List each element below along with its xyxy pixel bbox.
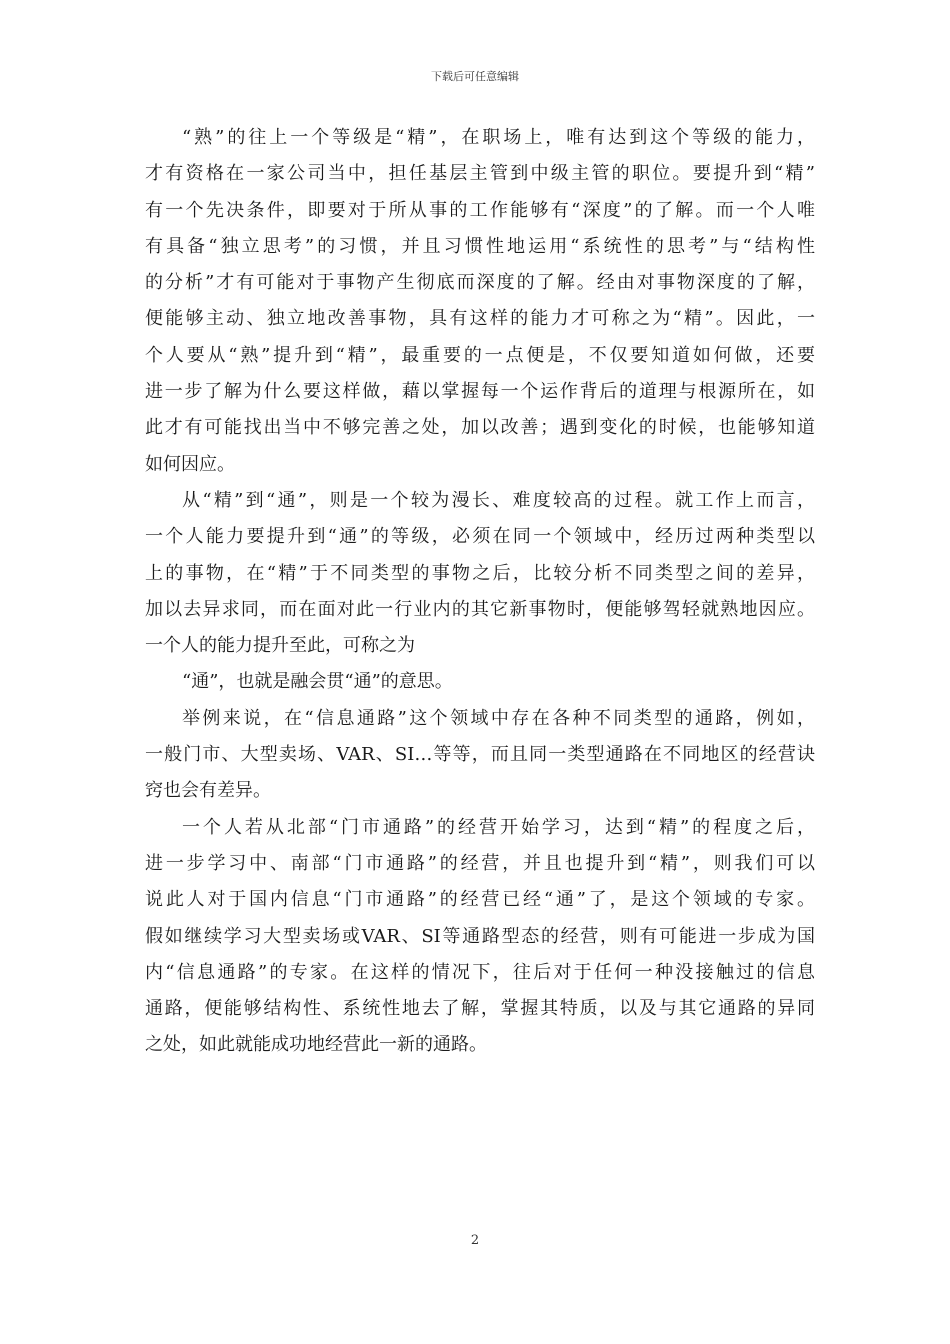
- text-line: “通”，也就是融会贯“通”的意思。: [182, 671, 453, 693]
- text-line: 一个人能力要提升到“通”的等级，必须在同一个领域中，经历过两种类型以: [145, 526, 815, 548]
- text-line: 上的事物，在“精”于不同类型的事物之后，比较分析不同类型之间的差异，: [145, 562, 815, 584]
- text-line: 有一个先决条件，即要对于所从事的工作能够有“深度”的了解。而一个人唯: [145, 199, 815, 221]
- text-line: 此才有可能找出当中不够完善之处，加以改善；遇到变化的时候，也能够知道: [145, 417, 815, 439]
- page-header: 下载后可任意编辑: [431, 70, 519, 83]
- text-line: 才有资格在一家公司当中，担任基层主管到中级主管的职位。要提升到“精”: [145, 163, 815, 185]
- text-line: 从“精”到“通”，则是一个较为漫长、难度较高的过程。就工作上而言，: [182, 489, 815, 511]
- text-line: 加以去异求同，而在面对此一行业内的其它新事物时，便能够驾轻就熟地因应。: [145, 598, 815, 620]
- text-line: 个人要从“熟”提升到“精”，最重要的一点便是，不仅要知道如何做，还要: [145, 344, 815, 366]
- text-line: 通路，便能够结构性、系统性地去了解，掌握其特质，以及与其它通路的异同: [145, 998, 815, 1020]
- page-number: 2: [470, 1233, 480, 1248]
- text-line: 内“信息通路”的专家。在这样的情况下，往后对于任何一种没接触过的信息: [145, 961, 815, 983]
- text-line: 便能够主动、独立地改善事物，具有这样的能力才可称之为“精”。因此，一: [145, 308, 815, 330]
- text-line: 一般门市、大型卖场、VAR、SI…等等，而且同一类型通路在不同地区的经营诀: [145, 744, 815, 766]
- text-line: 说此人对于国内信息“门市通路”的经营已经“通”了，是这个领域的专家。: [145, 889, 815, 911]
- text-line: 进一步学习中、南部“门市通路”的经营，并且也提升到“精”，则我们可以: [145, 852, 815, 874]
- text-line: 进一步了解为什么要这样做，藉以掌握每一个运作背后的道理与根源所在，如: [145, 381, 815, 403]
- text-line: 如何因应。: [145, 453, 235, 475]
- text-line: 的分析”才有可能对于事物产生彻底而深度的了解。经由对事物深度的了解，: [145, 272, 815, 294]
- text-line: 窍也会有差异。: [145, 780, 271, 802]
- text-line: 假如继续学习大型卖场或VAR、SI等通路型态的经营，则有可能进一步成为国: [145, 925, 815, 947]
- document-body: [145, 120, 815, 1064]
- text-line: 有具备“独立思考”的习惯，并且习惯性地运用“系统性的思考”与“结构性: [145, 235, 815, 257]
- text-line: “熟”的往上一个等级是“精”，在职场上，唯有达到这个等级的能力，: [182, 127, 815, 148]
- text-line: 一个人若从北部“门市通路”的经营开始学习，达到“精”的程度之后，: [182, 816, 815, 838]
- text-line: 举例来说，在“信息通路”这个领域中存在各种不同类型的通路，例如，: [182, 707, 815, 729]
- text-line: 一个人的能力提升至此，可称之为: [145, 635, 415, 657]
- text-line: 之处，如此就能成功地经营此一新的通路。: [145, 1034, 487, 1056]
